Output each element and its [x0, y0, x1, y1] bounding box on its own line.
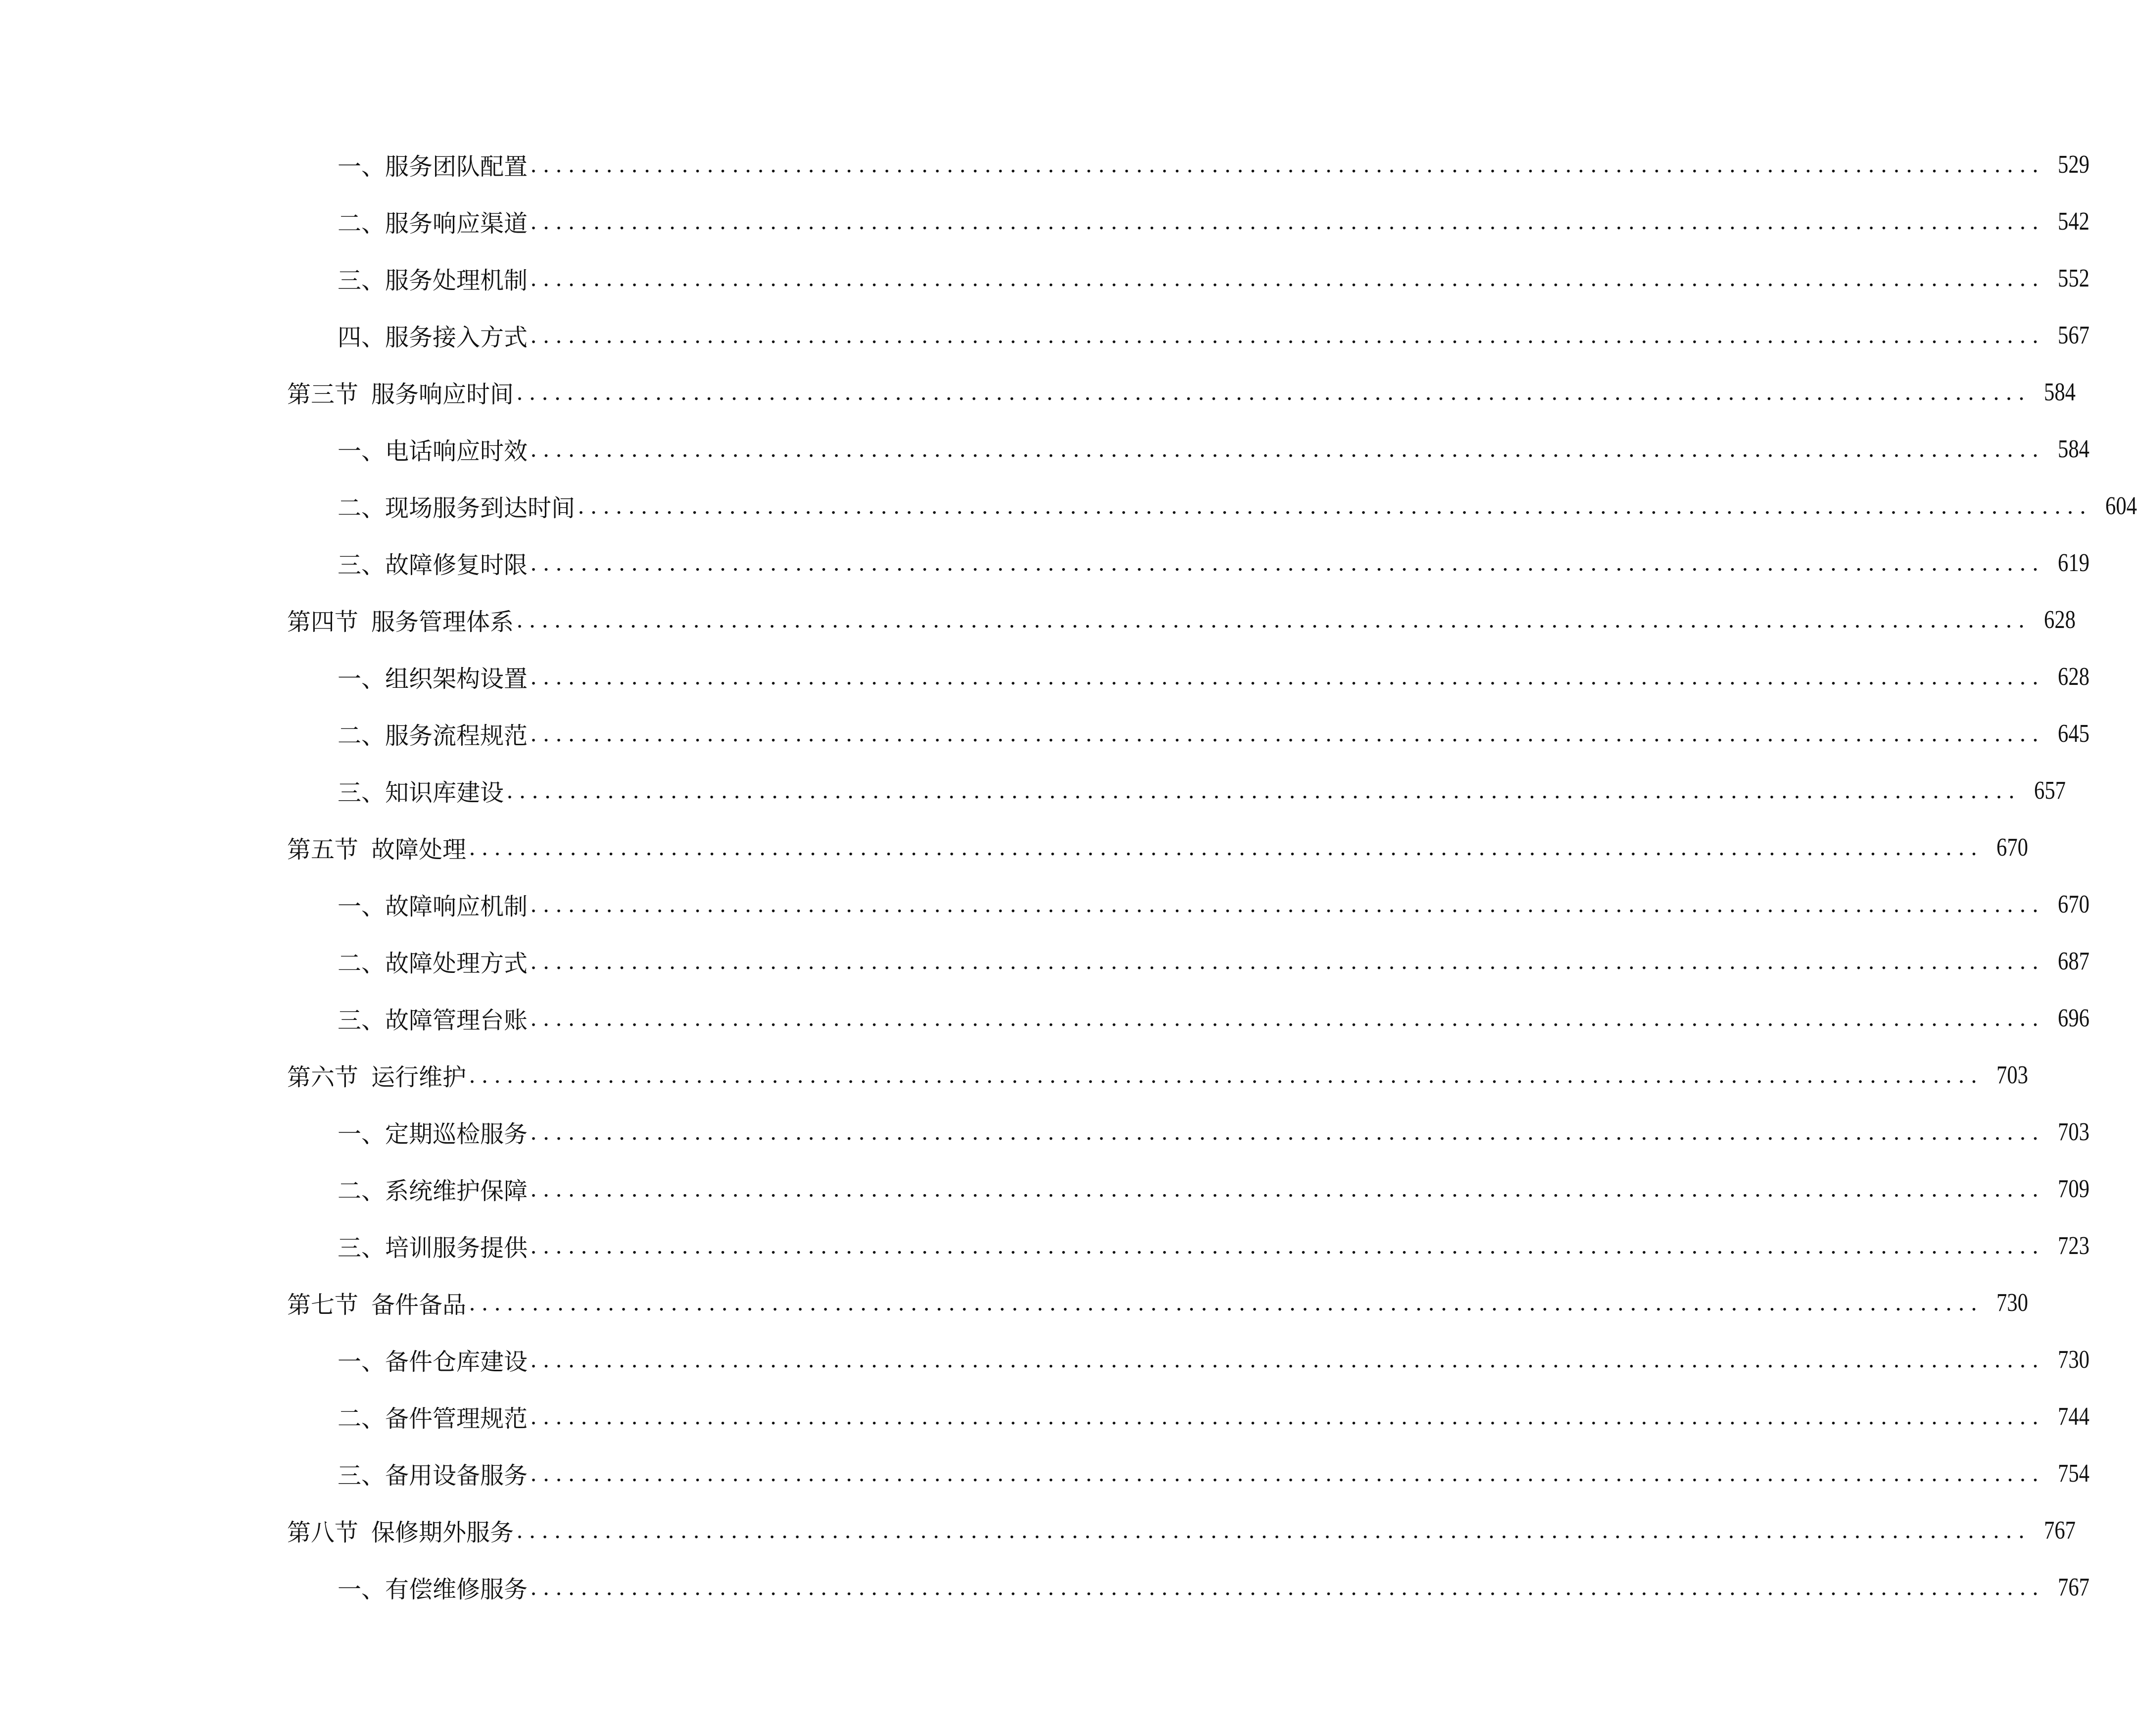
entry-title: 保修期外服务 — [371, 1519, 514, 1546]
dot-leader: ........................................................................................................................ — [531, 1403, 2045, 1430]
page-number: 767 — [2044, 1516, 2076, 1544]
toc-subsection-entry[interactable] — [338, 1331, 2090, 1388]
entry-number: 一、 — [338, 437, 386, 465]
toc-subsection-entry[interactable] — [338, 1445, 2090, 1502]
toc-section-entry[interactable] — [287, 1274, 2029, 1331]
page-number: 628 — [2058, 663, 2090, 691]
entry-title: 备件仓库建设 — [385, 1348, 528, 1376]
entry-title: 故障响应机制 — [385, 893, 528, 920]
toc-section-entry[interactable] — [287, 1502, 2076, 1559]
entry-number: 第四节 — [287, 608, 359, 636]
dot-leader: ........................................................................................................................ — [531, 721, 2045, 747]
entry-title: 电话响应时效 — [385, 437, 528, 465]
page-number: 767 — [2058, 1573, 2090, 1601]
entry-number: 二、 — [338, 1405, 386, 1433]
entry-title: 知识库建设 — [385, 779, 504, 807]
entry-title: 有偿维修服务 — [385, 1576, 528, 1603]
toc-subsection-entry[interactable] — [338, 933, 2090, 990]
entry-number: 一、 — [338, 1120, 386, 1148]
dot-leader: ........................................................................................................................ — [531, 265, 2045, 291]
entry-number: 二、 — [338, 210, 386, 238]
page-number: 584 — [2058, 435, 2090, 463]
entry-title: 故障修复时限 — [385, 551, 528, 579]
dot-leader: ........................................................................................................................ — [531, 1005, 2045, 1031]
entry-number: 一、 — [338, 1348, 386, 1376]
page-number: 542 — [2058, 207, 2090, 236]
entry-title: 培训服务提供 — [385, 1234, 528, 1262]
dot-leader: ........................................................................................................................ — [531, 1233, 2045, 1259]
entry-title: 故障处理 — [371, 836, 467, 864]
entry-number: 三、 — [338, 779, 386, 807]
entry-title: 服务团队配置 — [385, 153, 528, 181]
entry-number: 三、 — [338, 1007, 386, 1034]
dot-leader: ........................................................................................................................ — [531, 1460, 2045, 1487]
page-number: 703 — [1996, 1061, 2029, 1089]
entry-title: 组织架构设置 — [385, 665, 528, 693]
page-number: 619 — [2058, 549, 2090, 577]
entry-title: 现场服务到达时间 — [385, 494, 576, 522]
dot-leader: ........................................................................................................................ — [531, 948, 2045, 974]
entry-number: 第三节 — [287, 381, 359, 408]
page-number: 567 — [2058, 321, 2090, 349]
toc-subsection-entry[interactable] — [338, 1160, 2090, 1217]
entry-title: 故障处理方式 — [385, 950, 528, 977]
toc-subsection-entry[interactable] — [338, 648, 2090, 705]
page-number: 529 — [2058, 150, 2090, 179]
dot-leader: ........................................................................................................................ — [517, 379, 2032, 405]
dot-leader: ........................................................................................................................ — [531, 550, 2045, 576]
dot-leader: ........................................................................................................................ — [531, 151, 2045, 178]
entry-number: 一、 — [338, 665, 386, 693]
dot-leader: ........................................................................................................................ — [531, 1176, 2045, 1202]
page-number: 730 — [1996, 1289, 2029, 1317]
entry-number: 三、 — [338, 1234, 386, 1262]
entry-title: 服务管理体系 — [371, 608, 514, 636]
page-number: 709 — [2058, 1175, 2090, 1203]
entry-number: 二、 — [338, 1177, 386, 1205]
dot-leader: ........................................................................................................................ — [517, 607, 2032, 633]
entry-number: 一、 — [338, 153, 386, 181]
entry-number: 一、 — [338, 893, 386, 920]
page-number: 552 — [2058, 264, 2090, 292]
toc-subsection-entry[interactable] — [338, 421, 2090, 478]
toc-section-entry[interactable] — [287, 364, 2076, 421]
page-number: 723 — [2058, 1232, 2090, 1260]
page-number: 703 — [2058, 1118, 2090, 1146]
dot-leader: ........................................................................................................................ — [531, 1347, 2045, 1373]
entry-number: 三、 — [338, 1462, 386, 1490]
dot-leader: ........................................................................................................................ — [531, 891, 2045, 917]
dot-leader: ........................................................................................................................ — [507, 777, 2022, 804]
entry-number: 二、 — [338, 722, 386, 750]
toc-subsection-entry[interactable] — [338, 705, 2090, 762]
entry-number: 二、 — [338, 950, 386, 977]
page-number: 730 — [2058, 1346, 2090, 1374]
toc-subsection-entry[interactable] — [338, 250, 2090, 307]
toc-subsection-entry[interactable] — [338, 1388, 2090, 1445]
entry-number: 二、 — [338, 494, 386, 522]
entry-number: 第七节 — [287, 1291, 359, 1319]
entry-title: 定期巡检服务 — [385, 1120, 528, 1148]
entry-title: 服务响应渠道 — [385, 210, 528, 238]
dot-leader: ........................................................................................................................ — [531, 1574, 2045, 1600]
entry-title: 备件管理规范 — [385, 1405, 528, 1433]
toc-subsection-entry[interactable] — [338, 1559, 2090, 1616]
entry-title: 服务流程规范 — [385, 722, 528, 750]
page-number: 670 — [2058, 890, 2090, 918]
entry-number: 三、 — [338, 267, 386, 294]
dot-leader: ........................................................................................................................ — [531, 664, 2045, 690]
entry-number: 三、 — [338, 551, 386, 579]
entry-title: 备件备品 — [371, 1291, 467, 1319]
toc-subsection-entry[interactable] — [338, 1104, 2090, 1160]
entry-number: 四、 — [338, 324, 386, 351]
page-number: 670 — [1996, 833, 2029, 862]
page-number: 687 — [2058, 947, 2090, 975]
toc-subsection-entry[interactable] — [338, 534, 2090, 591]
page-number: 604 — [2105, 492, 2137, 520]
toc-subsection-entry[interactable] — [338, 990, 2090, 1047]
toc-subsection-entry[interactable] — [338, 307, 2090, 364]
page-number: 657 — [2034, 776, 2066, 805]
entry-title: 故障管理台账 — [385, 1007, 528, 1034]
toc-subsection-entry[interactable] — [338, 136, 2090, 193]
dot-leader: ........................................................................................................................ — [469, 1290, 1984, 1316]
entry-title: 服务接入方式 — [385, 324, 528, 351]
dot-leader: ........................................................................................................................ — [531, 436, 2045, 462]
toc-section-entry[interactable] — [287, 1047, 2029, 1104]
page-number: 744 — [2058, 1402, 2090, 1431]
page-number: 584 — [2044, 378, 2076, 406]
toc-subsection-entry[interactable] — [338, 193, 2090, 250]
entry-number: 第五节 — [287, 836, 359, 864]
toc-subsection-entry[interactable] — [338, 876, 2090, 933]
page-number: 696 — [2058, 1004, 2090, 1032]
dot-leader: ........................................................................................................................ — [531, 1119, 2045, 1145]
page-number: 628 — [2044, 606, 2076, 634]
entry-title: 服务响应时间 — [371, 381, 514, 408]
dot-leader: ........................................................................................................................ — [469, 1062, 1984, 1088]
entry-number: 一、 — [338, 1576, 386, 1603]
dot-leader: ........................................................................................................................ — [578, 493, 2093, 519]
entry-title: 运行维护 — [371, 1063, 467, 1091]
page-number: 754 — [2058, 1459, 2090, 1488]
toc-section-entry[interactable] — [287, 591, 2076, 648]
entry-title: 服务处理机制 — [385, 267, 528, 294]
entry-number: 第六节 — [287, 1063, 359, 1091]
entry-title: 系统维护保障 — [385, 1177, 528, 1205]
entry-title: 备用设备服务 — [385, 1462, 528, 1490]
toc-section-entry[interactable] — [287, 819, 2029, 876]
toc-subsection-entry[interactable] — [338, 478, 2137, 534]
toc-subsection-entry[interactable] — [338, 762, 2066, 819]
toc-subsection-entry[interactable] — [338, 1217, 2090, 1274]
entry-number: 第八节 — [287, 1519, 359, 1546]
dot-leader: ........................................................................................................................ — [531, 208, 2045, 235]
page-number: 645 — [2058, 720, 2090, 748]
dot-leader: ........................................................................................................................ — [469, 834, 1984, 861]
dot-leader: ........................................................................................................................ — [531, 322, 2045, 348]
dot-leader: ........................................................................................................................ — [517, 1517, 2032, 1543]
